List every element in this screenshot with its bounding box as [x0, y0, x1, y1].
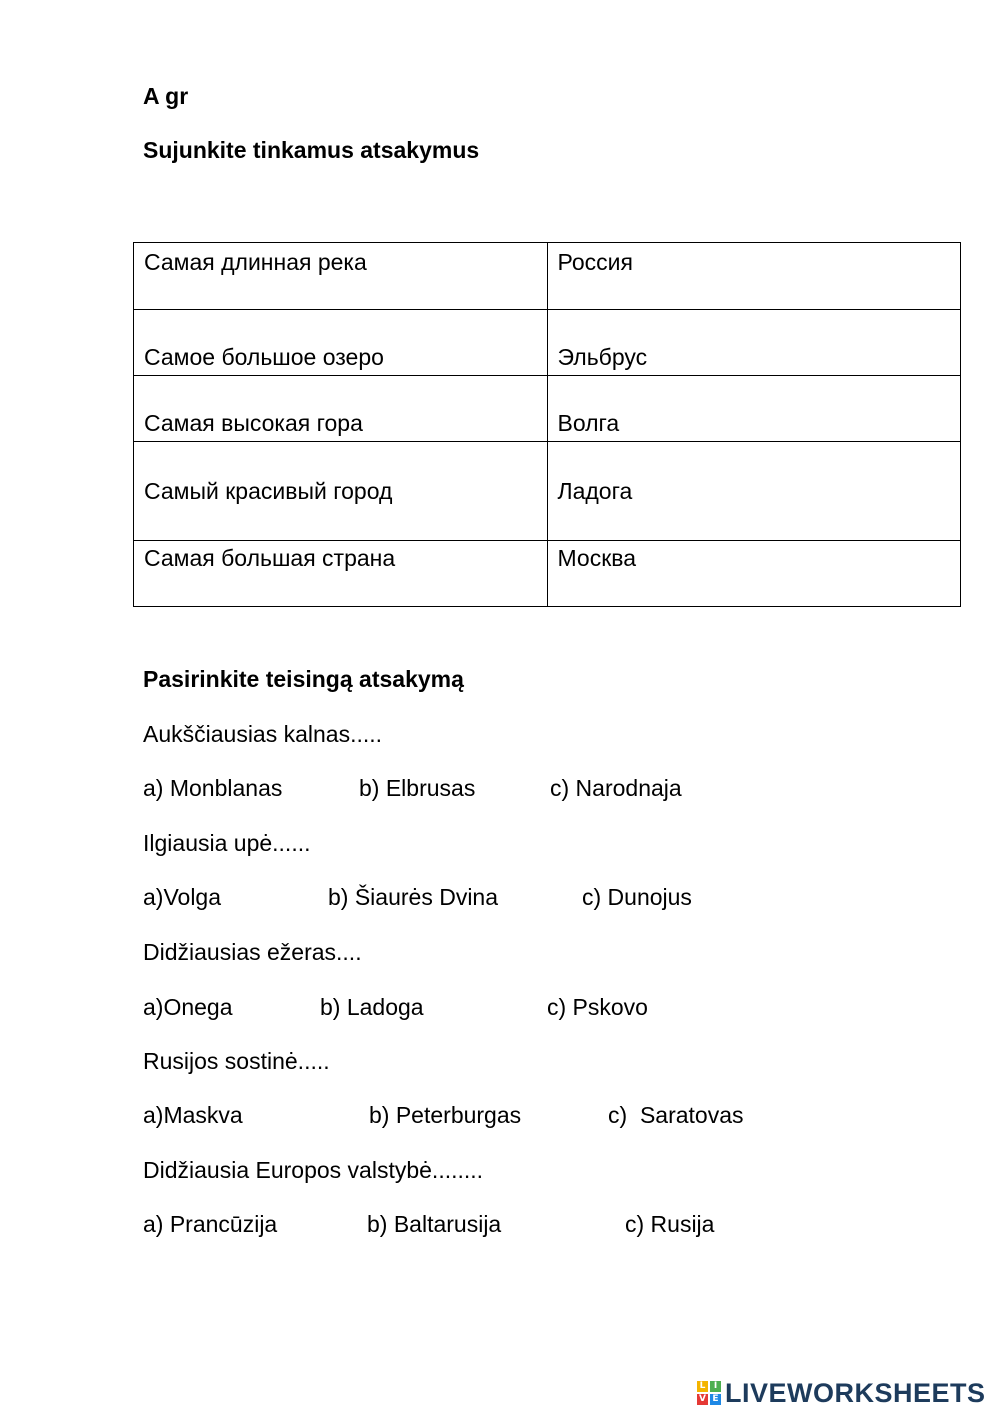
table-row [134, 310, 961, 376]
answer-option[interactable]: c) Pskovo [547, 994, 648, 1020]
group-label: A gr [143, 83, 189, 109]
question-prompt: Didžiausia Europos valstybė........ [143, 1157, 484, 1183]
answer-option[interactable]: b) Šiaurės Dvina [328, 884, 499, 910]
cell-text: Москва [557, 545, 637, 571]
answer-option[interactable]: b) Peterburgas [369, 1102, 522, 1128]
answer-option[interactable]: a)Maskva [143, 1102, 243, 1128]
logo-mark-letter: L [697, 1381, 708, 1392]
question-prompt: Aukščiausias kalnas..... [143, 721, 383, 747]
liveworksheets-logo [697, 1378, 986, 1408]
answer-option[interactable]: c) Saratovas [608, 1102, 744, 1128]
cell-text: Самая длинная река [144, 249, 367, 275]
cell-text: Самая большая страна [144, 545, 396, 571]
logo-mark-letter: V [697, 1394, 708, 1405]
answer-option[interactable]: a) Monblanas [143, 775, 283, 801]
question-prompt: Ilgiausia upė...... [143, 830, 311, 856]
match-table [133, 242, 961, 607]
table-cell-right [547, 541, 961, 607]
table-cell-left [134, 376, 548, 442]
logo-mark-icon [697, 1381, 721, 1405]
table-cell-right [547, 442, 961, 541]
cell-text: Самая высокая гора [144, 410, 363, 436]
cell-text: Россия [557, 249, 633, 275]
table-row [134, 376, 961, 442]
table-row [134, 243, 961, 310]
answer-option[interactable]: a)Volga [143, 884, 222, 910]
question-prompt: Rusijos sostinė..... [143, 1048, 330, 1074]
table-cell-right [547, 376, 961, 442]
answer-option[interactable]: a)Onega [143, 994, 233, 1020]
table-cell-left [134, 442, 548, 541]
answer-option[interactable]: c) Narodnaja [550, 775, 682, 801]
task1-title: Sujunkite tinkamus atsakymus [143, 137, 480, 163]
cell-text: Ладога [557, 477, 633, 504]
answer-option[interactable]: c) Rusija [625, 1211, 715, 1237]
table-cell-left [134, 310, 548, 376]
answer-option[interactable]: a) Prancūzija [143, 1211, 278, 1237]
answer-option[interactable]: b) Ladoga [320, 994, 424, 1020]
table-row [134, 541, 961, 607]
table-cell-right [547, 243, 961, 310]
table-cell-right [547, 310, 961, 376]
table-cell-left [134, 243, 548, 310]
logo-mark-letter: I [710, 1381, 721, 1392]
question-prompt: Didžiausias ežeras.... [143, 939, 362, 965]
cell-text: Самый красивый город [144, 477, 393, 504]
cell-text: Самое большое озеро [144, 344, 384, 370]
answer-option[interactable]: b) Elbrusas [359, 775, 476, 801]
table-row [134, 442, 961, 541]
answer-option[interactable]: c) Dunojus [582, 884, 692, 910]
table-cell-left [134, 541, 548, 607]
logo-mark-letter: E [710, 1394, 721, 1405]
cell-text: Волга [557, 410, 620, 436]
logo-text: LIVEWORKSHEETS [725, 1377, 986, 1408]
cell-text: Эльбрус [557, 344, 648, 370]
answer-option[interactable]: b) Baltarusija [367, 1211, 502, 1237]
task2-title: Pasirinkite teisingą atsakymą [143, 666, 464, 692]
